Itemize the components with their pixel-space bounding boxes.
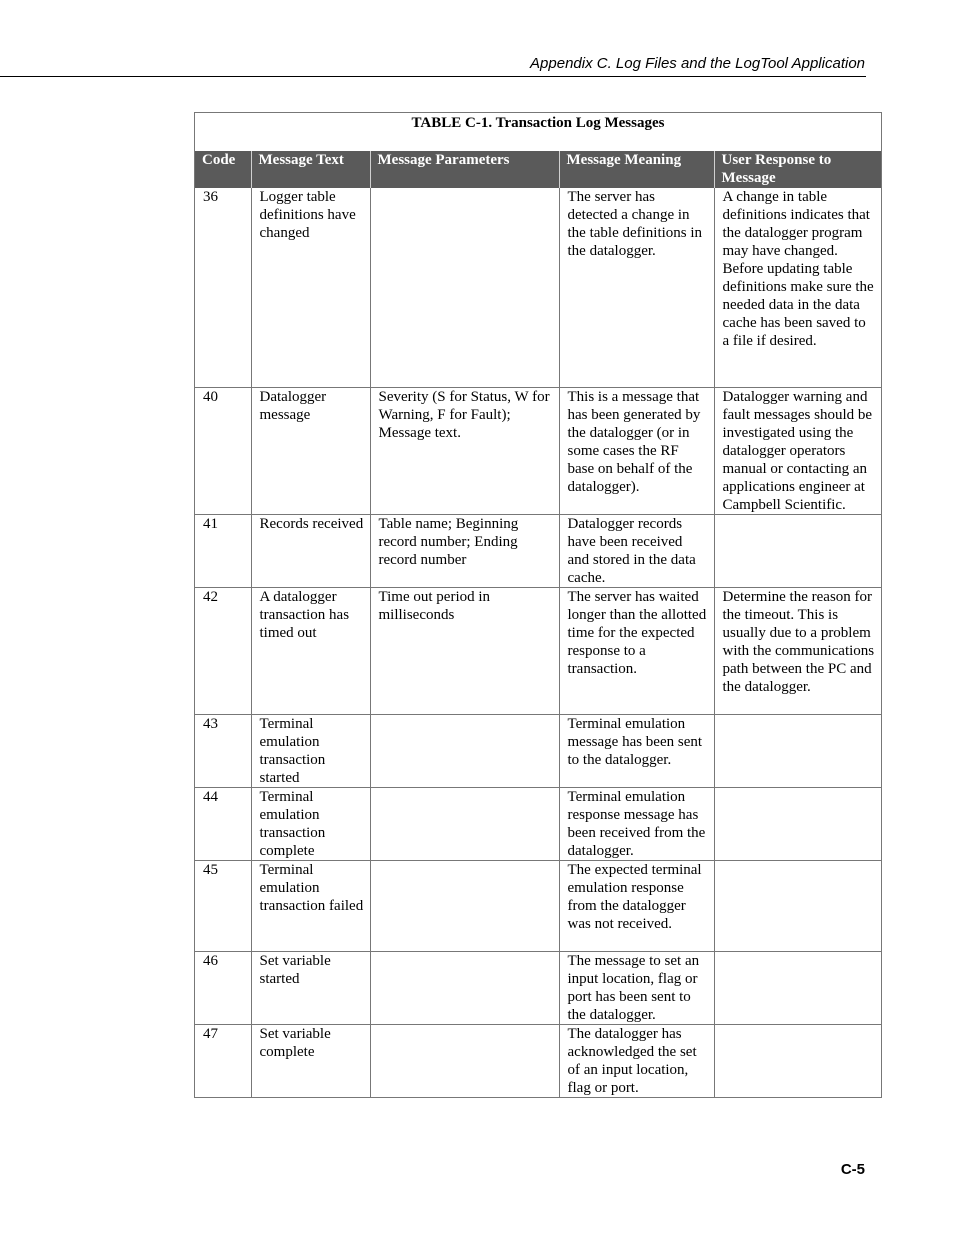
table-row: [195, 1024, 881, 1097]
column-header-code: Code: [195, 151, 251, 188]
column-header-message-parameters: Message Parameters: [370, 151, 559, 188]
cell-message-text: Set variable complete: [251, 1024, 370, 1097]
running-head-title: Appendix C. Log Files and the LogTool Application: [530, 55, 865, 72]
table-row: [195, 587, 881, 714]
header-rule: [0, 76, 866, 77]
cell-code: 42: [195, 587, 251, 714]
transaction-log-table: [194, 112, 882, 1098]
cell-message-text: Datalogger message: [251, 387, 370, 514]
table-row: [195, 387, 881, 514]
cell-message-text: Terminal emulation transaction failed: [251, 860, 370, 951]
table-row: [195, 787, 881, 860]
column-header-message-meaning: Message Meaning: [559, 151, 714, 188]
cell-user-response: Datalogger warning and fault messages should be investigated using the datalogger operators manual or contacting an applications engineer at Campbell Scientific.: [714, 387, 881, 514]
cell-code: 45: [195, 860, 251, 951]
cell-message-text: A datalogger transaction has timed out: [251, 587, 370, 714]
cell-message-meaning: The expected terminal emulation response from the datalogger was not received.: [559, 860, 714, 951]
page-number: C-5: [840, 1161, 865, 1178]
cell-user-response: Determine the reason for the timeout. This is usually due to a problem with the communications path between the PC and the datalogger.: [714, 587, 881, 714]
column-header-message-text: Message Text: [251, 151, 370, 188]
cell-user-response: [714, 714, 881, 787]
cell-message-parameters: [370, 951, 559, 1024]
table-title: TABLE C-1. Transaction Log Messages: [411, 115, 665, 131]
cell-code: 47: [195, 1024, 251, 1097]
cell-code: 40: [195, 387, 251, 514]
cell-user-response: [714, 860, 881, 951]
cell-code: 36: [203, 189, 218, 205]
table-header-row: [195, 151, 881, 188]
cell-message-parameters: Time out period in milliseconds: [370, 587, 559, 714]
cell-message-text: Logger table definitions have changed: [251, 188, 370, 387]
cell-user-response: [714, 1024, 881, 1097]
cell-message-parameters: [370, 714, 559, 787]
cell-message-meaning: This is a message that has been generated by the datalogger (or in some cases the RF base on behalf of the datalogger).: [559, 387, 714, 514]
cell-message-meaning: Datalogger records have been received and stored in the data cache.: [559, 514, 714, 587]
cell-message-parameters: Severity (S for Status, W for Warning, F for Fault); Message text.: [370, 387, 559, 514]
table-row: [195, 951, 881, 1024]
cell-code: 46: [195, 951, 251, 1024]
cell-message-text: Terminal emulation transaction complete: [251, 787, 370, 860]
cell-message-parameters: [370, 1024, 559, 1097]
cell-user-response: [714, 787, 881, 860]
cell-message-text: Terminal emulation transaction started: [251, 714, 370, 787]
cell-user-response: [714, 514, 881, 587]
column-header-user-response: User Response to Message: [714, 151, 881, 188]
cell-message-parameters: [370, 188, 559, 387]
cell-message-text: Set variable started: [251, 951, 370, 1024]
cell-message-text: Records received: [251, 514, 370, 587]
cell-message-meaning: The server has detected a change in the table definitions in the datalogger.: [559, 188, 714, 387]
cell-message-meaning: Terminal emulation response message has been received from the datalogger.: [559, 787, 714, 860]
cell-message-meaning: The datalogger has acknowledged the set of an input location, flag or port.: [559, 1024, 714, 1097]
table-row: [195, 514, 881, 587]
cell-user-response: A change in table definitions indicates that the datalogger program may have changed. Before updating table definitions make sure the needed data in the data cache has been saved to a file if desired.: [714, 188, 881, 387]
cell-message-parameters: Table name; Beginning record number; Ending record number: [370, 514, 559, 587]
table-row: [195, 860, 881, 951]
cell-user-response: [714, 951, 881, 1024]
messages-table: [195, 151, 881, 1097]
cell-message-meaning: Terminal emulation message has been sent to the datalogger.: [559, 714, 714, 787]
table-row: [195, 714, 881, 787]
cell-code: 41: [195, 514, 251, 587]
cell-code: 43: [195, 714, 251, 787]
cell-message-parameters: [370, 787, 559, 860]
table-row: [195, 188, 881, 387]
cell-code: 44: [195, 787, 251, 860]
cell-message-meaning: The server has waited longer than the allotted time for the expected response to a transaction.: [559, 587, 714, 714]
cell-message-parameters: [370, 860, 559, 951]
cell-message-meaning: The message to set an input location, flag or port has been sent to the datalogger.: [559, 951, 714, 1024]
